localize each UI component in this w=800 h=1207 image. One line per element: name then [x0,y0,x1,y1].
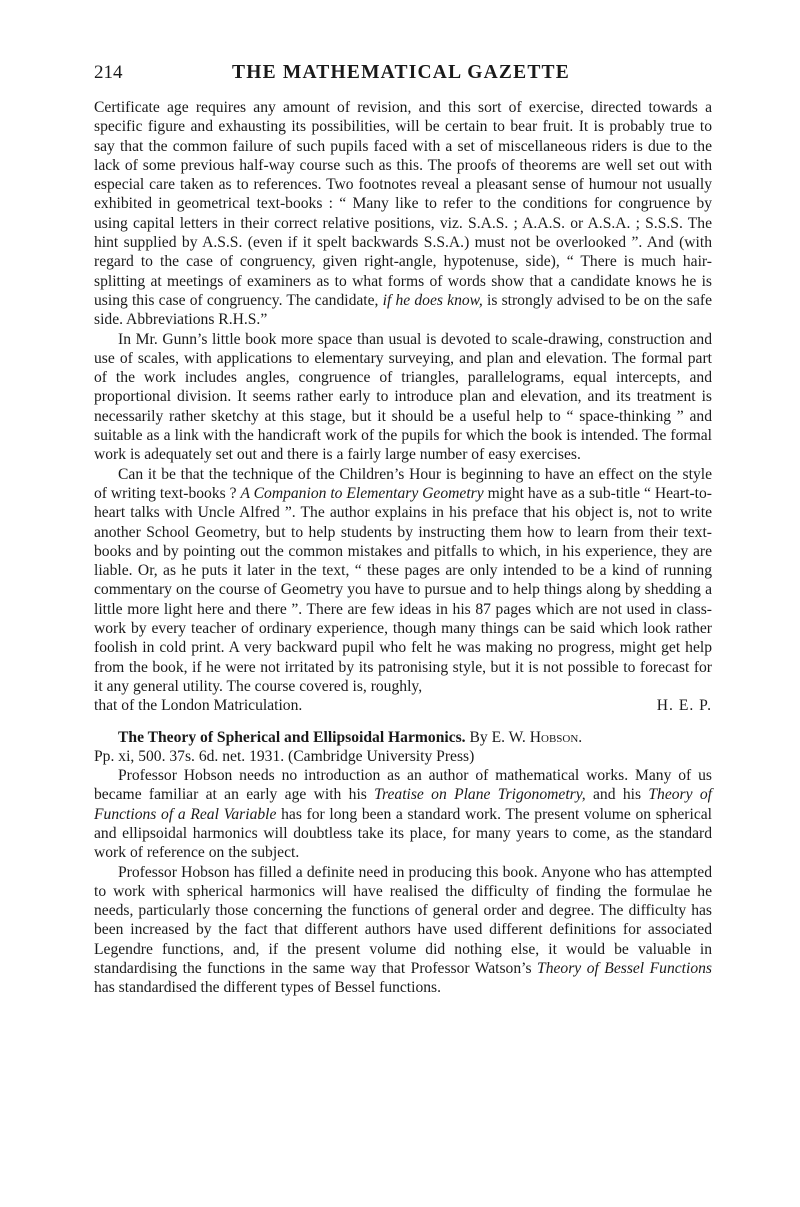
page-number: 214 [94,62,123,83]
page [94,62,712,998]
page-header [94,62,712,92]
review2-paragraph-2: Professor Hobson has filled a definite need in producing this book. Anyone who has attempted to work with spherical harmonics will have realised the difficulty of finding the formulae he needs, particularly those concerning the functions of general order and degree. The difficulty has been increased by the fact that different authors have used different definitions for associated Legendre functions, and, if the present volume did nothing else, it would be valuable in standardising the functions in the same way that Professor Watson’s Theory of Bessel Functions has standardised the different types of Bessel functions. [94,863,712,997]
review2-paragraph-1: Professor Hobson needs no introduction as an author of mathematical works. Many of us became familiar at an early age with his Treatise on Plane Trigonometry, and his Theory of Functions of a Real Variable has for long been a standard work. The present volume on spherical and ellipsoidal harmonics will doubtless take its place, for many years to come, as the standard work of reference on the subject. [94,767,712,862]
book-title-functions: Theory of Functions of a Real Variable [94,786,712,823]
book-title-bessel: Theory of Bessel Functions [537,960,712,978]
book-title-companion: A Companion to Elementary Geometry [240,484,484,502]
review2-author-name: Hobson [529,728,579,746]
signature-line [94,696,712,715]
reviewer-signature: H. E. P. [656,697,712,715]
review2-heading: The Theory of Spherical and Ellipsoidal Harmonics. By E. W. Hobson. [118,728,583,746]
review2-author-prefix: By E. W. [469,728,530,746]
review2-details: Pp. xi, 500. 37s. 6d. net. 1931. (Cambridge University Press) [94,747,475,765]
book-title-trigonometry: Treatise on Plane Trigonometry, [374,786,586,804]
emphasis: if he does know, [382,291,483,309]
body-text [94,98,712,998]
review1-paragraph-2: In Mr. Gunn’s little book more space than usual is devoted to scale-drawing, construction and use of scales, with applications to elementary surveying, and plan and elevation. The formal part of the work includes angles, congruence of triangles, parallelograms, equal intercepts, and proportional division. It seems rather early to introduce plan and elevation, and its treatment is necessarily rather sketchy at this stage, but it should be a useful help to “ space-thinking ” and suitable as a link with the handicraft work of the pupils for which the book is intended. The formal work is adequately set out and there is a fairly large number of easy exercises. [94,330,712,464]
review1-paragraph-3: Can it be that the technique of the Children’s Hour is beginning to have an effect on the style of writing text-books ? A Companion to Elementary Geometry might have as a sub-title “ Heart-to-heart talks with Uncle Alfred ”. The author explains in his preface that his object is, not to write another School Geometry, but to help students by instructing them how to learn from their text-books and by pointing out the common mistakes and pitfalls to which, in his experience, they are liable. Or, as he puts it later in the text, “ these pages are only intended to be a kind of running commentary on the course of Geometry you have to pursue and to help things along by shedding a little more light here and there ”. There are few ideas in his 87 pages which are not used in class-work by every teacher of ordinary experience, though many things can be said which look rather foolish in cold print. A very backward pupil who felt he was making no progress, might get help from the book, if he were not irritated by its patronising style, but it is not possible to forecast for it any general utility. The course covered is, roughly, [94,465,712,695]
review1-paragraph-1: Certificate age requires any amount of revision, and this sort of exercise, directed towards a specific figure and exhausting its possibilities, will be certain to bear fruit. It is probably true to say that the common failure of such pupils faced with a set of miscellaneous riders is due to the lack of some previous half-way course such as this. The proofs of theorems are well set out with especial care taken as to references. Two footnotes reveal a pleasant sense of humour not usually exhibited in geometrical text-books : “ Many like to refer to the conditions for congruence by using capital letters in their correct relative positions, viz. S.A.S. ; A.A.S. or A.S.A. ; S.S.S. The hint supplied by A.S.S. (even if it spelt backwards S.S.A.) must not be overlooked ”. And (with regard to the case of congruency, given right-angle, hypotenuse, side), “ There is much hair-splitting at meetings of examiners as to what forms of words show that a candidate knows he is using this case of congruency. The candidate, if he does know, is strongly advised to be on the safe side. Abbreviations R.H.S.” [94,99,712,329]
review1-last-line: that of the London Matriculation. [94,697,303,715]
running-head: THE MATHEMATICAL GAZETTE [232,62,570,83]
review2-book-title: The Theory of Spherical and Ellipsoidal Harmonics. [118,728,466,746]
